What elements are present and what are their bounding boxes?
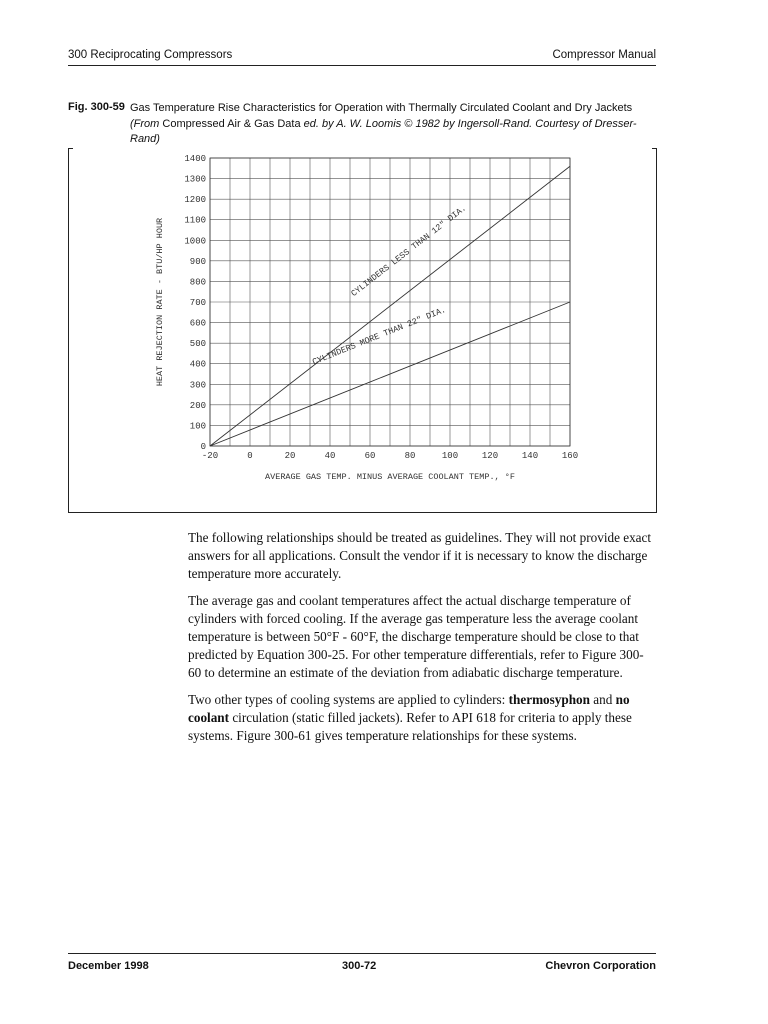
p3-text-a: Two other types of cooling systems are applied to cylinders: (188, 692, 509, 708)
page-footer (68, 953, 656, 972)
p3-text-e: circulation (static filled jackets). Refer to API 618 for criteria to apply these systems. Figure 300-61 gives temperature relationships for these systems. (188, 710, 632, 743)
figure-source-credit: ed. by A. W. Loomis © 1982 by Ingersoll-Rand. Courtesy of Dresser-Rand) (130, 117, 637, 145)
x-tick-label: 100 (441, 451, 459, 461)
term-no-coolant: no coolant (188, 692, 630, 726)
header-section-title: 300 Reciprocating Compressors (68, 49, 233, 61)
figure-source-from: (From (130, 117, 163, 130)
page-header (68, 49, 656, 66)
figure-source-book: Compressed Air & Gas Data (162, 117, 301, 130)
body-text (188, 529, 656, 755)
y-tick-label: 1000 (184, 236, 206, 247)
x-tick-label: 60 (364, 451, 376, 461)
paragraph-discharge-temperature: The average gas and coolant temperatures affect the actual discharge temperature of cylinders with forced cooling. If the average gas temperature less the average coolant temperature is between 50°F - 60°F, the discharge temperature should be close to that predicted by Equation 300-25. For other temperature differentials, refer to Figure 300-60 to determine an estimate of the deviation from adiabatic discharge temperature. (188, 593, 644, 680)
footer-page-number: 300-72 (342, 960, 377, 972)
y-tick-label: 1300 (184, 174, 206, 185)
term-thermosyphon: thermosyphon (508, 692, 590, 708)
y-tick-label: 600 (189, 318, 206, 329)
paragraph-cooling-systems (188, 691, 656, 744)
y-axis-label: HEAT REJECTION RATE - BTU/HP HOUR (155, 217, 165, 387)
series-label: CYLINDERS MORE THAN 22" DIA. (311, 304, 448, 368)
chart-ticks (184, 154, 578, 461)
y-tick-label: 1200 (184, 195, 206, 206)
series-label: CYLINDERS LESS THAN 12" DIA. (349, 203, 469, 299)
y-tick-label: 100 (189, 421, 206, 432)
x-tick-label: 140 (521, 451, 539, 461)
x-tick-label: -20 (201, 451, 219, 461)
heat-rejection-chart (68, 148, 655, 512)
y-tick-label: 500 (189, 339, 206, 350)
x-axis-label: AVERAGE GAS TEMP. MINUS AVERAGE COOLANT TEMP., °F (265, 472, 515, 482)
y-tick-label: 700 (189, 298, 206, 308)
figure-number: Fig. 300-59 (68, 101, 125, 113)
x-tick-label: 0 (247, 451, 253, 461)
y-tick-label: 400 (189, 359, 206, 370)
header-manual-title: Compressor Manual (552, 49, 656, 61)
figure-title: Gas Temperature Rise Characteristics for Operation with Thermally Circulated Coolant and Dry Jackets (130, 102, 633, 114)
figure-caption (130, 101, 658, 148)
footer-date: December 1998 (68, 960, 149, 972)
x-tick-label: 20 (284, 451, 296, 461)
x-tick-label: 40 (324, 451, 336, 461)
y-tick-label: 800 (189, 277, 206, 288)
y-tick-label: 1400 (184, 154, 206, 164)
y-tick-label: 200 (189, 400, 206, 411)
x-tick-label: 160 (561, 451, 579, 461)
y-tick-label: 300 (189, 380, 206, 391)
x-tick-label: 120 (481, 451, 499, 461)
x-tick-label: 80 (404, 451, 416, 461)
footer-company: Chevron Corporation (545, 960, 656, 972)
p3-text-c: and (589, 692, 616, 708)
y-tick-label: 1100 (184, 215, 206, 226)
paragraph-guidelines: The following relationships should be treated as guidelines. They will not provide exact answers for all applications. Consult the vendor if it is necessary to know the discharge temperature more accurately. (188, 530, 652, 581)
chart-grid (210, 158, 570, 446)
y-tick-label: 900 (189, 256, 206, 267)
y-tick-label: 0 (200, 442, 206, 452)
